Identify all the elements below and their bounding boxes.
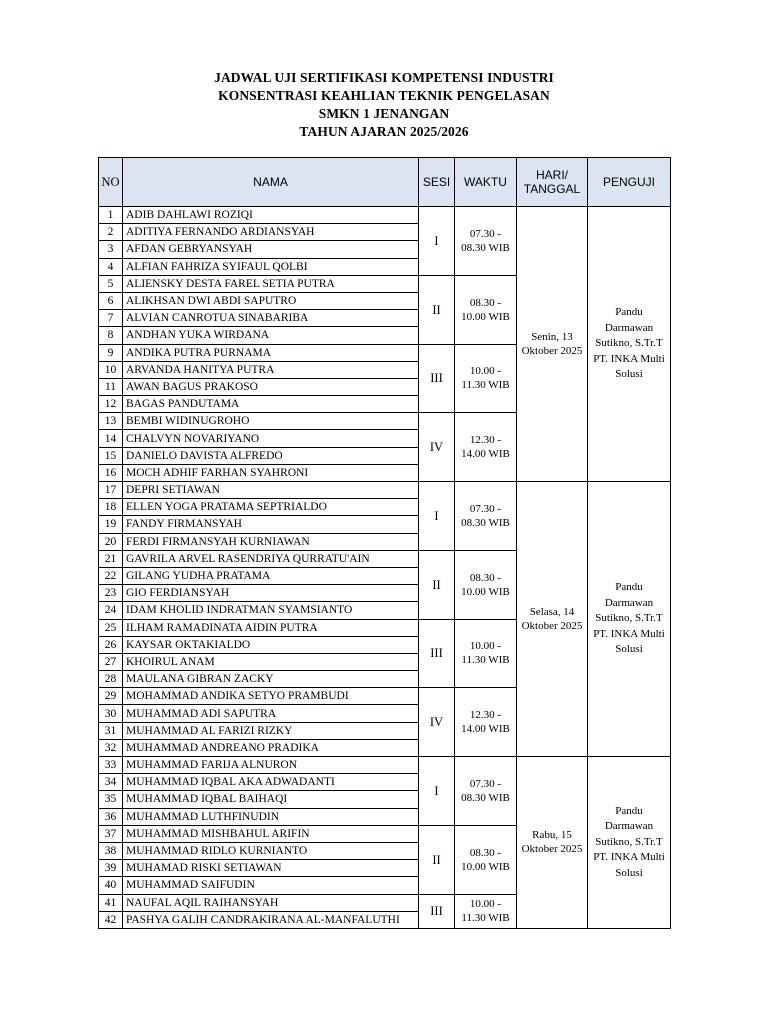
session-time-end: 11.30 WIB [461,912,510,925]
row-number: 23 [99,585,123,602]
student-name: MUHAMMAD AL FARIZI RIZKY [123,722,419,739]
row-number: 11 [99,378,123,395]
session-time [455,825,517,894]
examiner-line: PT. INKA Multi [593,352,665,365]
row-number: 26 [99,636,123,653]
examiner-line: Sutikno, S.Tr.T [595,612,663,625]
student-name: MUHAMMAD LUTHFINUDIN [123,808,419,825]
table-header-row [99,158,671,207]
title-line-2: KONSENTRASI KEAHLIAN TEKNIK PENGELASAN [218,88,550,103]
student-name: BAGAS PANDUTAMA [123,396,419,413]
session-number: III [419,894,455,928]
day-name: Selasa, 14 [529,606,575,618]
row-number: 8 [99,327,123,344]
examiner-line: Darmawan [604,820,654,833]
row-number: 5 [99,275,123,292]
student-name: MUHAMAD RISKI SETIAWAN [123,860,419,877]
student-name: MUHAMMAD RIDLO KURNIANTO [123,842,419,859]
session-time [455,619,517,688]
student-name: FANDY FIRMANSYAH [123,516,419,533]
row-number: 10 [99,361,123,378]
student-name: CHALVYN NOVARIYANO [123,430,419,447]
session-time-end: 10.00 WIB [461,585,510,598]
row-number: 3 [99,241,123,258]
examiner [588,482,671,757]
session-time [455,688,517,757]
row-number: 42 [99,911,123,928]
day-name: Senin, 13 [531,331,573,343]
session-time [455,894,517,928]
day-month-year: Oktober 2025 [521,345,583,357]
session-time [455,344,517,413]
student-name: MUHAMMAD ADI SAPUTRA [123,705,419,722]
student-name: FERDI FIRMANSYAH KURNIAWAN [123,533,419,550]
session-number: IV [419,688,455,757]
table-row [99,757,671,774]
student-name: AFDAN GEBRYANSYAH [123,241,419,258]
student-name: ADITIYA FERNANDO ARDIANSYAH [123,224,419,241]
row-number: 7 [99,310,123,327]
day-date [517,757,588,929]
row-number: 4 [99,258,123,275]
student-name: DEPRI SETIAWAN [123,482,419,499]
day-month-year: Oktober 2025 [521,620,583,632]
row-number: 37 [99,825,123,842]
session-time [455,482,517,551]
student-name: ALIENSKY DESTA FAREL SETIA PUTRA [123,275,419,292]
session-time-end: 14.00 WIB [461,723,510,736]
row-number: 18 [99,499,123,516]
row-number: 2 [99,224,123,241]
session-number: I [419,207,455,276]
student-name: ARVANDA HANITYA PUTRA [123,361,419,378]
student-name: ILHAM RAMADINATA AIDIN PUTRA [123,619,419,636]
student-name: MUHAMMAD FARIJA ALNURON [123,757,419,774]
session-number: I [419,482,455,551]
session-time-end: 14.00 WIB [461,448,510,461]
day-date [517,207,588,482]
student-name: KHOIRUL ANAM [123,653,419,670]
row-number: 19 [99,516,123,533]
student-name: MUHAMMAD IQBAL BAIHAQI [123,791,419,808]
examiner-line: Pandu [615,581,643,594]
row-number: 24 [99,602,123,619]
title-line-3: SMKN 1 JENANGAN [318,106,450,121]
row-number: 40 [99,877,123,894]
row-number: 36 [99,808,123,825]
row-number: 38 [99,842,123,859]
session-time-start: 10.00 - [469,898,502,911]
row-number: 39 [99,860,123,877]
header-no: NO [99,158,123,207]
student-name: GAVRILA ARVEL RASENDRIYA QURRATU'AIN [123,550,419,567]
header-sesi: SESI [419,158,455,207]
day-name: Rabu, 15 [532,829,572,842]
session-number: II [419,275,455,344]
row-number: 14 [99,430,123,447]
session-time-start: 07.30 - [469,502,502,515]
examiner-line: Solusi [615,866,643,879]
session-number: III [419,619,455,688]
session-time [455,757,517,826]
student-name: PASHYA GALIH CANDRAKIRANA AL-MANFALUTHI [123,911,419,928]
table-row [99,482,671,499]
student-name: GIO FERDIANSYAH [123,585,419,602]
student-name: MUHAMMAD ANDREANO PRADIKA [123,739,419,756]
session-time [455,413,517,482]
day-date [517,482,588,757]
student-name: MUHAMMAD MISHBAHUL ARIFIN [123,825,419,842]
title-line-1: JADWAL UJI SERTIFIKASI KOMPETENSI INDUSTRI [214,70,554,85]
schedule-table [98,157,671,929]
student-name: KAYSAR OKTAKIALDO [123,636,419,653]
student-name: ELLEN YOGA PRATAMA SEPTRIALDO [123,499,419,516]
examiner-line: Pandu [615,306,643,319]
examiner-line: Sutikno, S.Tr.T [595,835,663,848]
row-number: 33 [99,757,123,774]
row-number: 1 [99,207,123,224]
session-time [455,550,517,619]
header-penguji: PENGUJI [588,158,671,207]
session-number: III [419,344,455,413]
header-waktu: WAKTU [455,158,517,207]
row-number: 13 [99,413,123,430]
student-name: GILANG YUDHA PRATAMA [123,567,419,584]
header-nama: NAMA [123,158,419,207]
header-hari-line-2: TANGGAL [523,182,581,196]
examiner-line: Pandu [615,804,643,817]
row-number: 12 [99,396,123,413]
session-number: I [419,757,455,826]
session-time-start: 12.30 - [469,709,502,722]
student-name: MAULANA GIBRAN ZACKY [123,671,419,688]
session-number: II [419,550,455,619]
session-time-start: 12.30 - [469,434,502,447]
session-time-end: 08.30 WIB [461,241,510,254]
examiner-line: Solusi [615,643,643,656]
session-time-end: 11.30 WIB [461,379,510,392]
session-time-start: 07.30 - [469,777,502,790]
student-name: MUHAMMAD SAIFUDIN [123,877,419,894]
row-number: 41 [99,894,123,911]
session-time-end: 11.30 WIB [461,654,510,667]
row-number: 20 [99,533,123,550]
student-name: ALFIAN FAHRIZA SYIFAUL QOLBI [123,258,419,275]
table-body [99,207,671,929]
row-number: 28 [99,671,123,688]
session-time-end: 10.00 WIB [461,310,510,323]
student-name: ALIKHSAN DWI ABDI SAPUTRO [123,292,419,309]
student-name: BEMBI WIDINUGROHO [123,413,419,430]
session-time-start: 07.30 - [469,227,502,240]
header-hari-line-1: HARI/ [535,168,568,182]
session-time-end: 08.30 WIB [461,791,510,804]
session-time-start: 08.30 - [469,571,502,584]
student-name: IDAM KHOLID INDRATMAN SYAMSIANTO [123,602,419,619]
student-name: MUHAMMAD IQBAL AKA ADWADANTI [123,774,419,791]
row-number: 30 [99,705,123,722]
row-number: 25 [99,619,123,636]
session-number: II [419,825,455,894]
row-number: 22 [99,567,123,584]
student-name: ANDIKA PUTRA PURNAMA [123,344,419,361]
row-number: 17 [99,482,123,499]
student-name: ALVIAN CANROTUA SINABARIBA [123,310,419,327]
examiner-line: Sutikno, S.Tr.T [595,337,663,350]
row-number: 32 [99,739,123,756]
session-time [455,275,517,344]
examiner-line: Darmawan [604,321,654,334]
student-name: AWAN BAGUS PRAKOSO [123,378,419,395]
session-time-start: 10.00 - [469,640,502,653]
row-number: 29 [99,688,123,705]
student-name: NAUFAL AQIL RAIHANSYAH [123,894,419,911]
row-number: 16 [99,464,123,481]
session-time-end: 08.30 WIB [461,516,510,529]
student-name: MOHAMMAD ANDIKA SETYO PRAMBUDI [123,688,419,705]
examiner-line: PT. INKA Multi [593,627,665,640]
row-number: 35 [99,791,123,808]
student-name: ADIB DAHLAWI ROZIQI [123,207,419,224]
student-name: MOCH ADHIF FARHAN SYAHRONI [123,464,419,481]
table-row [99,207,671,224]
session-time-start: 08.30 - [469,296,502,309]
examiner-line: Solusi [615,368,643,381]
session-time-start: 10.00 - [469,365,502,378]
document-title-block [0,69,768,141]
session-time [455,207,517,276]
header-hari-tanggal [517,158,588,207]
session-number: IV [419,413,455,482]
row-number: 6 [99,292,123,309]
row-number: 21 [99,550,123,567]
row-number: 34 [99,774,123,791]
examiner-line: PT. INKA Multi [593,851,665,864]
examiner [588,207,671,482]
row-number: 15 [99,447,123,464]
session-time-start: 08.30 - [469,846,502,859]
student-name: DANIELO DAVISTA ALFREDO [123,447,419,464]
student-name: ANDHAN YUKA WIRDANA [123,327,419,344]
title-line-4: TAHUN AJARAN 2025/2026 [299,124,469,139]
row-number: 9 [99,344,123,361]
row-number: 31 [99,722,123,739]
examiner-line: Darmawan [604,596,654,609]
row-number: 27 [99,653,123,670]
session-time-end: 10.00 WIB [461,860,510,873]
day-month-year: Oktober 2025 [521,843,583,856]
examiner [588,757,671,929]
